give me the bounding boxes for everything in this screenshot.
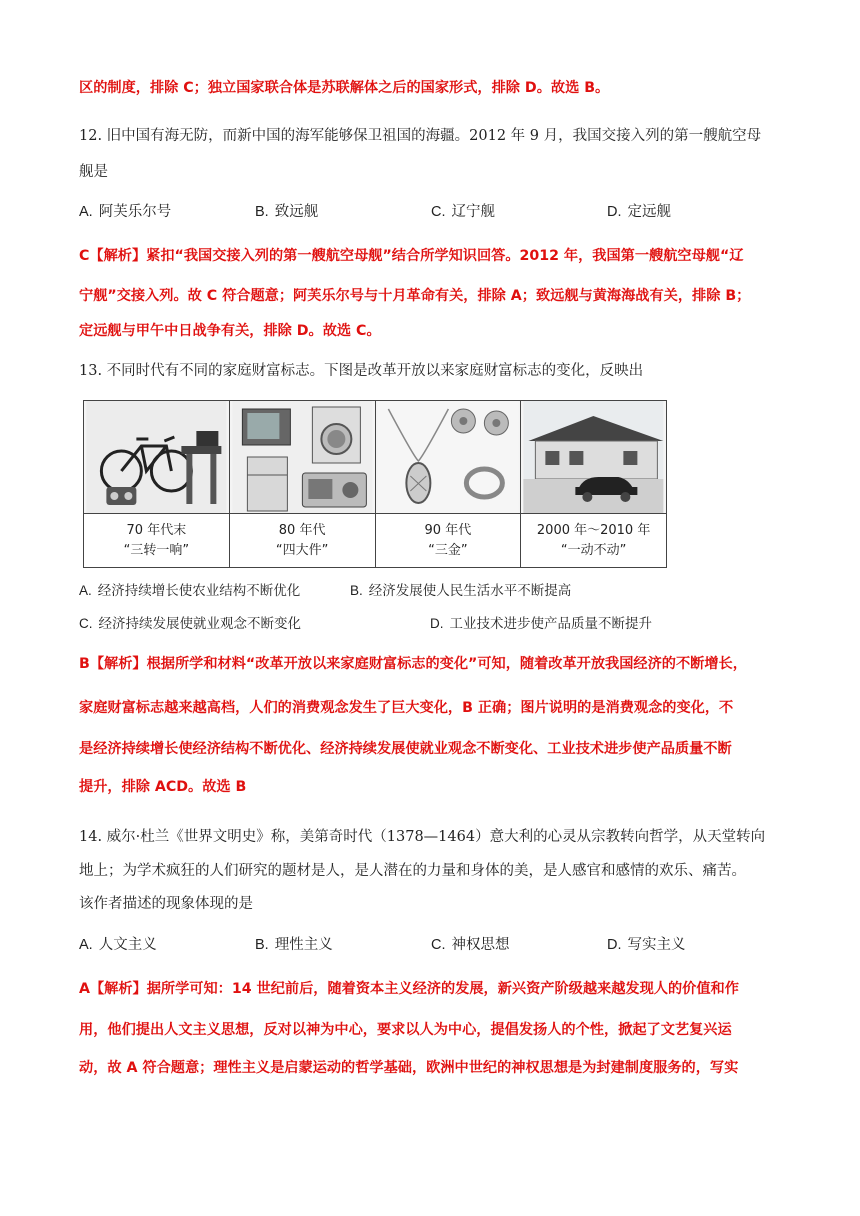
- panel-era: 80 年代: [278, 522, 326, 538]
- option-c: C. 经济持续发展使就业观念不断变化: [79, 616, 301, 632]
- option-b: B. 经济发展使人民生活水平不断提高: [350, 583, 572, 599]
- option-d: D. 写实主义: [607, 937, 686, 953]
- answer-12-line-2: 宁舰”交接入列。故 C 符合题意；阿芙乐尔号与十月革命有关，排除 A；致远舰与黄海海战有关，排除 B；: [79, 288, 751, 304]
- question-14-line-1: 14. 威尔·杜兰《世界文明史》称，美第奇时代（1378—1464）意大利的心灵从宗教转向哲学，从天堂转向: [79, 829, 766, 845]
- answer-13-line-2: 家庭财富标志越来越高档，人们的消费观念发生了巨大变化，B 正确；图片说明的是消费观念的变化，不: [79, 700, 734, 716]
- panel-70s: [84, 401, 230, 567]
- answer-12-line-3: 定远舰与甲午中日战争有关，排除 D。故选 C。: [79, 323, 381, 339]
- question-13-line-1: 13. 不同时代有不同的家庭财富标志。下图是改革开放以来家庭财富标志的变化，反映出: [79, 363, 644, 379]
- panel-label: “一动不动”: [560, 542, 627, 558]
- panel-label: “三转一响”: [123, 542, 190, 558]
- option-b: B. 理性主义: [255, 937, 333, 953]
- answer-14-line-1: A【解析】据所学可知：14 世纪前后，随着资本主义经济的发展，新兴资产阶级越来越发现人的价值和作: [79, 981, 739, 997]
- panel-80s: [230, 401, 376, 567]
- panel-era: 70 年代末: [126, 522, 187, 538]
- answer-line: 区的制度，排除 C；独立国家联合体是苏联解体之后的国家形式，排除 D。故选 B。: [79, 80, 610, 96]
- panel-2000s: [521, 401, 666, 567]
- option-a: A. 人文主义: [79, 937, 157, 953]
- option-c: C. 神权思想: [431, 937, 510, 953]
- wealth-symbols-figure: [83, 400, 667, 568]
- option-d: D. 定远舰: [607, 204, 671, 220]
- question-12-line-2: 舰是: [79, 164, 108, 180]
- answer-14-line-2: 用，他们提出人文主义思想，反对以神为中心，要求以人为中心，提倡发扬人的个性，掀起了文艺复兴运: [79, 1022, 732, 1038]
- option-a: A. 经济持续增长使农业结构不断优化: [79, 583, 301, 599]
- appliances-image: [230, 401, 375, 514]
- jewelry-image: [376, 401, 521, 514]
- panel-era: 2000 年～2010 年: [536, 522, 651, 538]
- panel-label: “四大件”: [275, 542, 329, 558]
- question-14-line-3: 该作者描述的现象体现的是: [79, 896, 253, 912]
- option-d: D. 工业技术进步使产品质量不断提升: [430, 616, 652, 632]
- answer-13-line-1: B【解析】根据所学和材料“改革开放以来家庭财富标志的变化”可知，随着改革开放我国经济的不断增长，: [79, 656, 747, 672]
- option-b: B. 致远舰: [255, 204, 319, 220]
- answer-12-line-1: C【解析】紧扣“我国交接入列的第一艘航空母舰”结合所学知识回答。2012 年，我国第一艘航空母舰“辽: [79, 248, 744, 264]
- panel-label: “三金”: [428, 542, 468, 558]
- option-a: A. 阿芙乐尔号: [79, 204, 172, 220]
- panel-era: 90 年代: [424, 522, 472, 538]
- question-14-line-2: 地上；为学术疯狂的人们研究的题材是人，是人潜在的力量和身体的美，是人感官和感情的欢乐、痛苦。: [79, 863, 746, 879]
- house-car-image: [521, 401, 666, 514]
- question-12-line-1: 12. 旧中国有海无防，而新中国的海军能够保卫祖国的海疆。2012 年 9 月，我国交接入列的第一艘航空母: [79, 128, 762, 144]
- answer-13-line-4: 提升，排除 ACD。故选 B: [79, 779, 247, 795]
- bicycle-sewing-machine-image: [84, 401, 229, 514]
- answer-13-line-3: 是经济持续增长使经济结构不断优化、经济持续发展使就业观念不断变化、工业技术进步使产品质量不断: [79, 741, 732, 757]
- panel-90s: [376, 401, 522, 567]
- option-c: C. 辽宁舰: [431, 204, 495, 220]
- answer-14-line-3: 动，故 A 符合题意；理性主义是启蒙运动的哲学基础，欧洲中世纪的神权思想是为封建制度服务的，写实: [79, 1060, 739, 1076]
